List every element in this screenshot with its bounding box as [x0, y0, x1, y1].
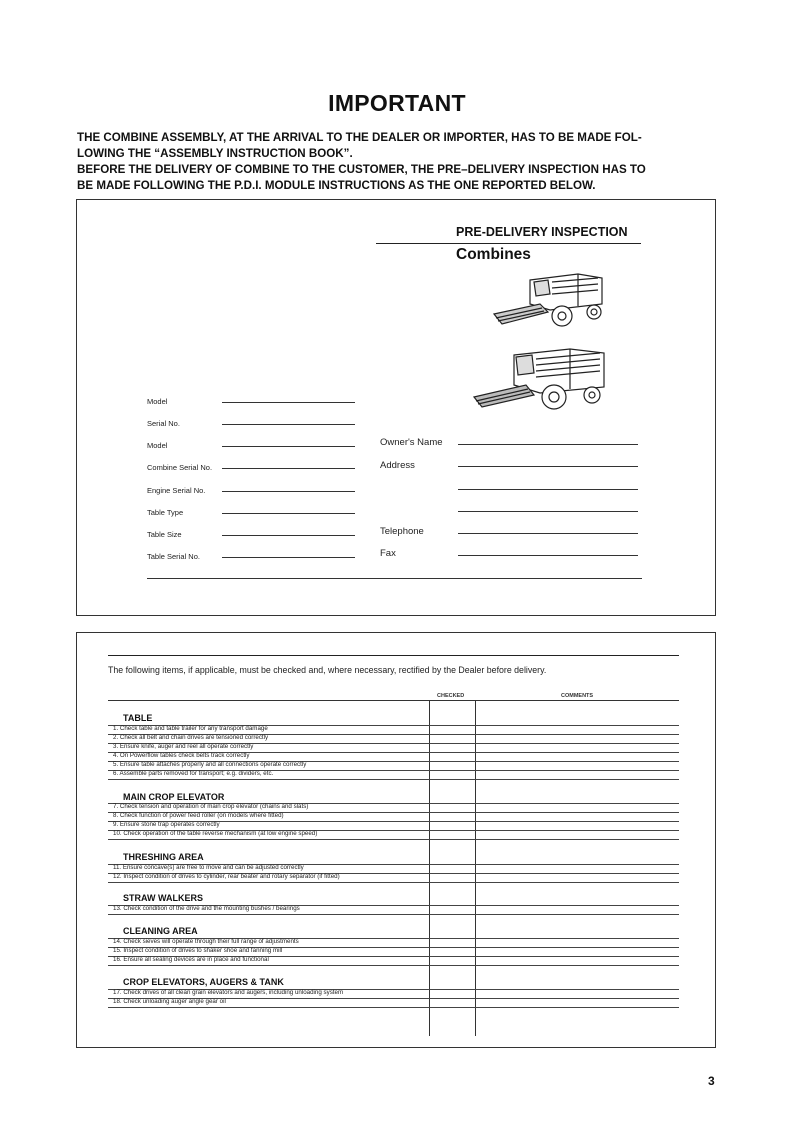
field-label-owner-name: Owner's Name [380, 437, 443, 448]
row-divider [108, 839, 679, 840]
divider [376, 243, 641, 244]
intro-line: BEFORE THE DELIVERY OF COMBINE TO THE CUSTOMER, THE PRE–DELIVERY INSPECTION HAS TO [77, 163, 646, 176]
checklist-item: 8. Check function of power feed roller (on models where fitted) [113, 812, 284, 819]
field-label-engine-serial: Engine Serial No. [147, 486, 206, 495]
field-line-table-size[interactable] [222, 535, 355, 536]
field-label-address: Address [380, 460, 415, 471]
checklist-item: 12. Inspect condition of drives to cylinder, rear beater and rotary separator (if fitted) [113, 873, 340, 880]
column-divider [475, 700, 476, 1036]
checklist-item: 14. Check sieves will operate through their full range of adjustments [113, 938, 299, 945]
divider [147, 578, 642, 579]
section-title-straw-walkers: STRAW WALKERS [123, 893, 203, 903]
checklist-item: 16. Ensure all sealing devices are in place and functional [113, 956, 269, 963]
column-header-checked: CHECKED [437, 693, 465, 699]
field-line-owner-name[interactable] [458, 444, 638, 445]
field-line-address-3[interactable] [458, 511, 638, 512]
section-title-main-crop-elevator: MAIN CROP ELEVATOR [123, 792, 225, 802]
field-label-model: Model [147, 397, 168, 406]
checklist-item: 1. Check table and table trailer for any transport damage [113, 725, 268, 732]
checklist-item: 6. Assemble parts removed for transport; e.g. dividers, etc. [113, 770, 274, 777]
row-divider [108, 1007, 679, 1008]
field-line-address-1[interactable] [458, 466, 638, 467]
section-title-table: TABLE [123, 713, 153, 723]
pdi-heading: PRE-DELIVERY INSPECTION [456, 225, 628, 239]
intro-line: BE MADE FOLLOWING THE P.D.I. MODULE INSTRUCTIONS AS THE ONE REPORTED BELOW. [77, 179, 596, 192]
checklist-item: 2. Check all belt and chain drives are tensioned correctly [113, 734, 269, 741]
checklist-item: 17. Check drives of all clean grain elevators and augers, including unloading system [113, 989, 344, 996]
intro-text [77, 130, 727, 194]
intro-line: THE COMBINE ASSEMBLY, AT THE ARRIVAL TO THE DEALER OR IMPORTER, HAS TO BE MADE FOL- [77, 131, 642, 144]
checklist-item: 5. Ensure table attaches properly and all connections operate correctly [113, 761, 307, 768]
row-divider [108, 914, 679, 915]
field-line-engine-serial[interactable] [222, 491, 355, 492]
field-label-serial-no: Serial No. [147, 419, 180, 428]
field-label-table-size: Table Size [147, 530, 182, 539]
column-header-comments: COMMENTS [561, 693, 594, 699]
checklist-item: 4. On Powerflow tables check belts track correctly [113, 752, 250, 759]
combine-harvester-illustration [470, 345, 610, 415]
row-divider [108, 882, 679, 883]
field-line-model[interactable] [222, 402, 355, 403]
field-line-table-serial[interactable] [222, 557, 355, 558]
combine-harvester-illustration [490, 268, 610, 332]
field-label-fax: Fax [380, 548, 396, 559]
field-line-serial-no[interactable] [222, 424, 355, 425]
checklist-item: 10. Check operation of the table reverse mechanism (at low engine speed) [113, 830, 318, 837]
section-title-threshing-area: THRESHING AREA [123, 852, 204, 862]
checklist-item: 3. Ensure knife, auger and reel all operate correctly [113, 743, 254, 750]
field-line-model-2[interactable] [222, 446, 355, 447]
checklist-item: 11. Ensure concave(s) are free to move and can be adjusted correctly [113, 864, 304, 871]
intro-line: LOWING THE “ASSEMBLY INSTRUCTION BOOK”. [77, 147, 353, 160]
page-title: IMPORTANT [328, 90, 466, 116]
field-label-telephone: Telephone [380, 526, 424, 537]
field-line-telephone[interactable] [458, 533, 638, 534]
field-line-table-type[interactable] [222, 513, 355, 514]
field-label-combine-serial: Combine Serial No. [147, 463, 213, 472]
column-divider [429, 700, 430, 1036]
checklist-item: 13. Check condition of the drive and the mounting bushes / bearings [113, 905, 300, 912]
checklist-item: 15. Inspect condition of drives to shaker shoe and fanning mill [113, 947, 283, 954]
field-label-table-serial: Table Serial No. [147, 552, 200, 561]
checklist-item: 7. Check tension and operation of main crop elevator (chains and slats) [113, 803, 309, 810]
pdi-subheading: Combines [456, 246, 531, 263]
row-divider [108, 779, 679, 780]
field-label-table-type: Table Type [147, 508, 184, 517]
section-title-cleaning-area: CLEANING AREA [123, 926, 198, 936]
section-title-crop-elevators: CROP ELEVATORS, AUGERS & TANK [123, 977, 284, 987]
row-divider [108, 965, 679, 966]
field-line-fax[interactable] [458, 555, 638, 556]
divider [108, 655, 679, 656]
field-line-address-2[interactable] [458, 489, 638, 490]
divider [108, 700, 679, 701]
checklist-note: The following items, if applicable, must be checked and, where necessary, rectified by the Dealer before delivery. [108, 665, 547, 675]
field-line-combine-serial[interactable] [222, 468, 355, 469]
checklist-item: 9. Ensure stone trap operates correctly [113, 821, 220, 828]
checklist-item: 18. Check unloading auger angle gear oil [113, 998, 226, 1005]
page-number: 3 [708, 1074, 715, 1088]
field-label-model-2: Model [147, 441, 168, 450]
